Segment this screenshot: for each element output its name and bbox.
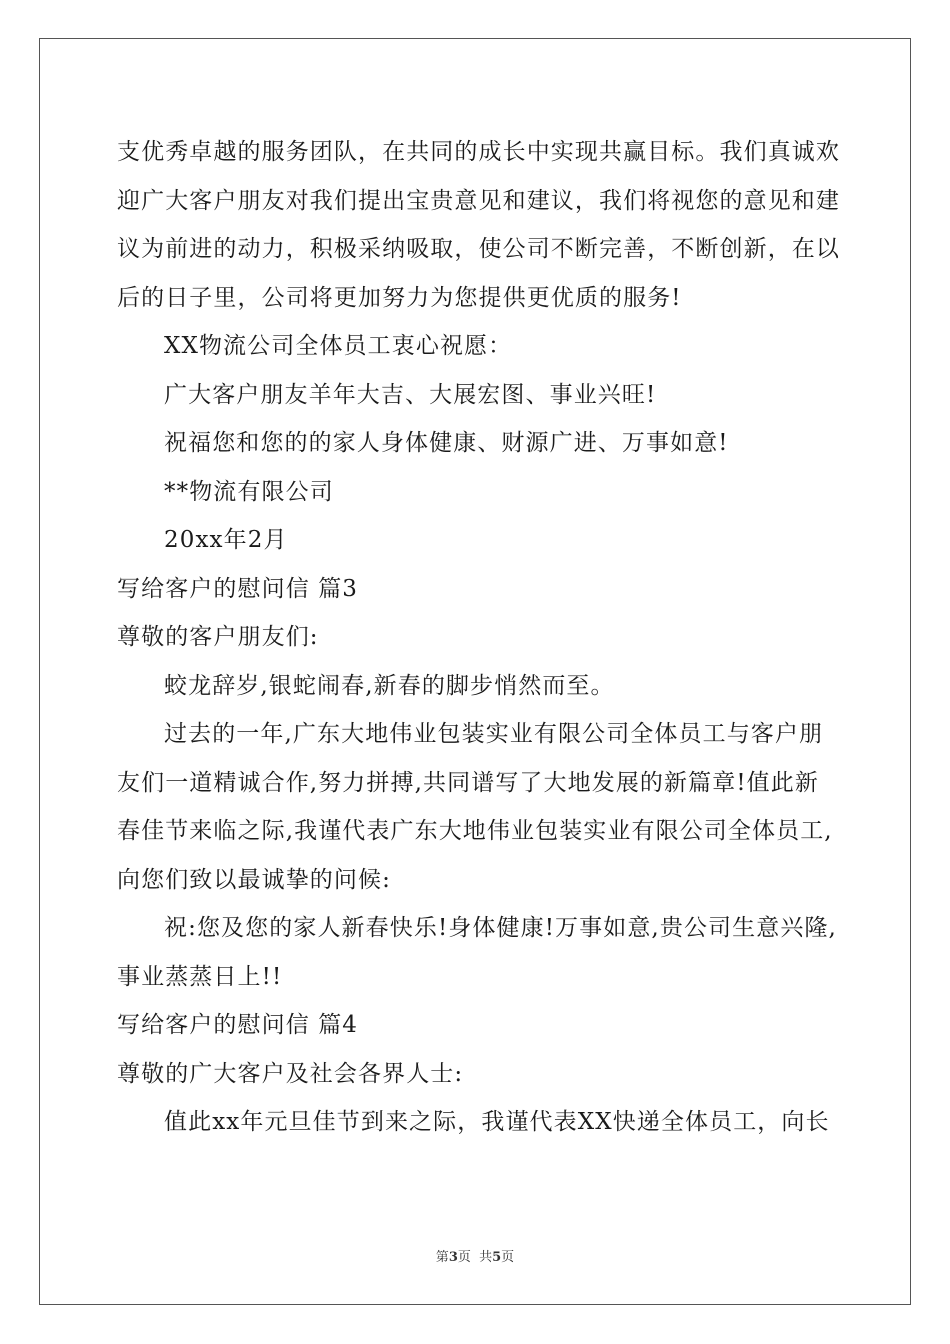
footer-suffix: 页 [501,1250,515,1265]
page-footer [0,1246,950,1265]
text-line: 蛟龙辞岁,银蛇闹春,新春的脚步悄然而至。 [164,672,615,699]
text-line: 春佳节来临之际,我谨代表广东大地伟业包装实业有限公司全体员工, [117,818,833,844]
current-page-number: 3 [448,1250,458,1265]
text-line: 向您们致以最诚挚的问候: [117,866,391,893]
text-line: 事业蒸蒸日上!! [117,963,283,990]
text-line: 广大客户朋友羊年大吉、大展宏图、事业兴旺! [164,381,657,408]
text-line: 写给客户的慰问信 篇3 [117,575,359,602]
document-body [117,128,840,1147]
text-line: XX物流公司全体员工衷心祝愿： [164,333,513,359]
text-line: 后的日子里，公司将更加努力为您提供更优质的服务! [117,284,682,311]
footer-prefix: 第 [435,1250,449,1265]
text-line: 过去的一年,广东大地伟业包装实业有限公司全体员工与客户朋 [164,721,824,747]
total-page-number: 5 [492,1250,502,1265]
text-line: 议为前进的动力，积极采纳吸取，使公司不断完善，不断创新，在以 [117,236,840,262]
text-line: 祝:您及您的家人新春快乐!身体健康!万事如意,贵公司生意兴隆, [164,915,837,941]
text-line: 支优秀卓越的服务团队，在共同的成长中实现共赢目标。我们真诚欢 [117,139,840,165]
text-line: 20xx年2月 [164,527,288,553]
text-line: **物流有限公司 [164,478,334,505]
text-line: 友们一道精诚合作,努力拼搏,共同谱写了大地发展的新篇章!值此新 [117,769,819,796]
text-line: 值此xx年元旦佳节到来之际，我谨代表XX快递全体员工，向长 [164,1109,830,1135]
text-line: 写给客户的慰问信 篇4 [117,1012,359,1038]
text-line: 迎广大客户朋友对我们提出宝贵意见和建议，我们将视您的意见和建 [117,187,840,214]
text-line: 尊敬的广大客户及社会各界人士: [117,1060,464,1087]
footer-mid: 页 共 [457,1250,493,1265]
text-line: 尊敬的客户朋友们: [117,624,319,650]
text-line: 祝福您和您的的家人身体健康、财源广进、万事如意! [164,430,729,456]
